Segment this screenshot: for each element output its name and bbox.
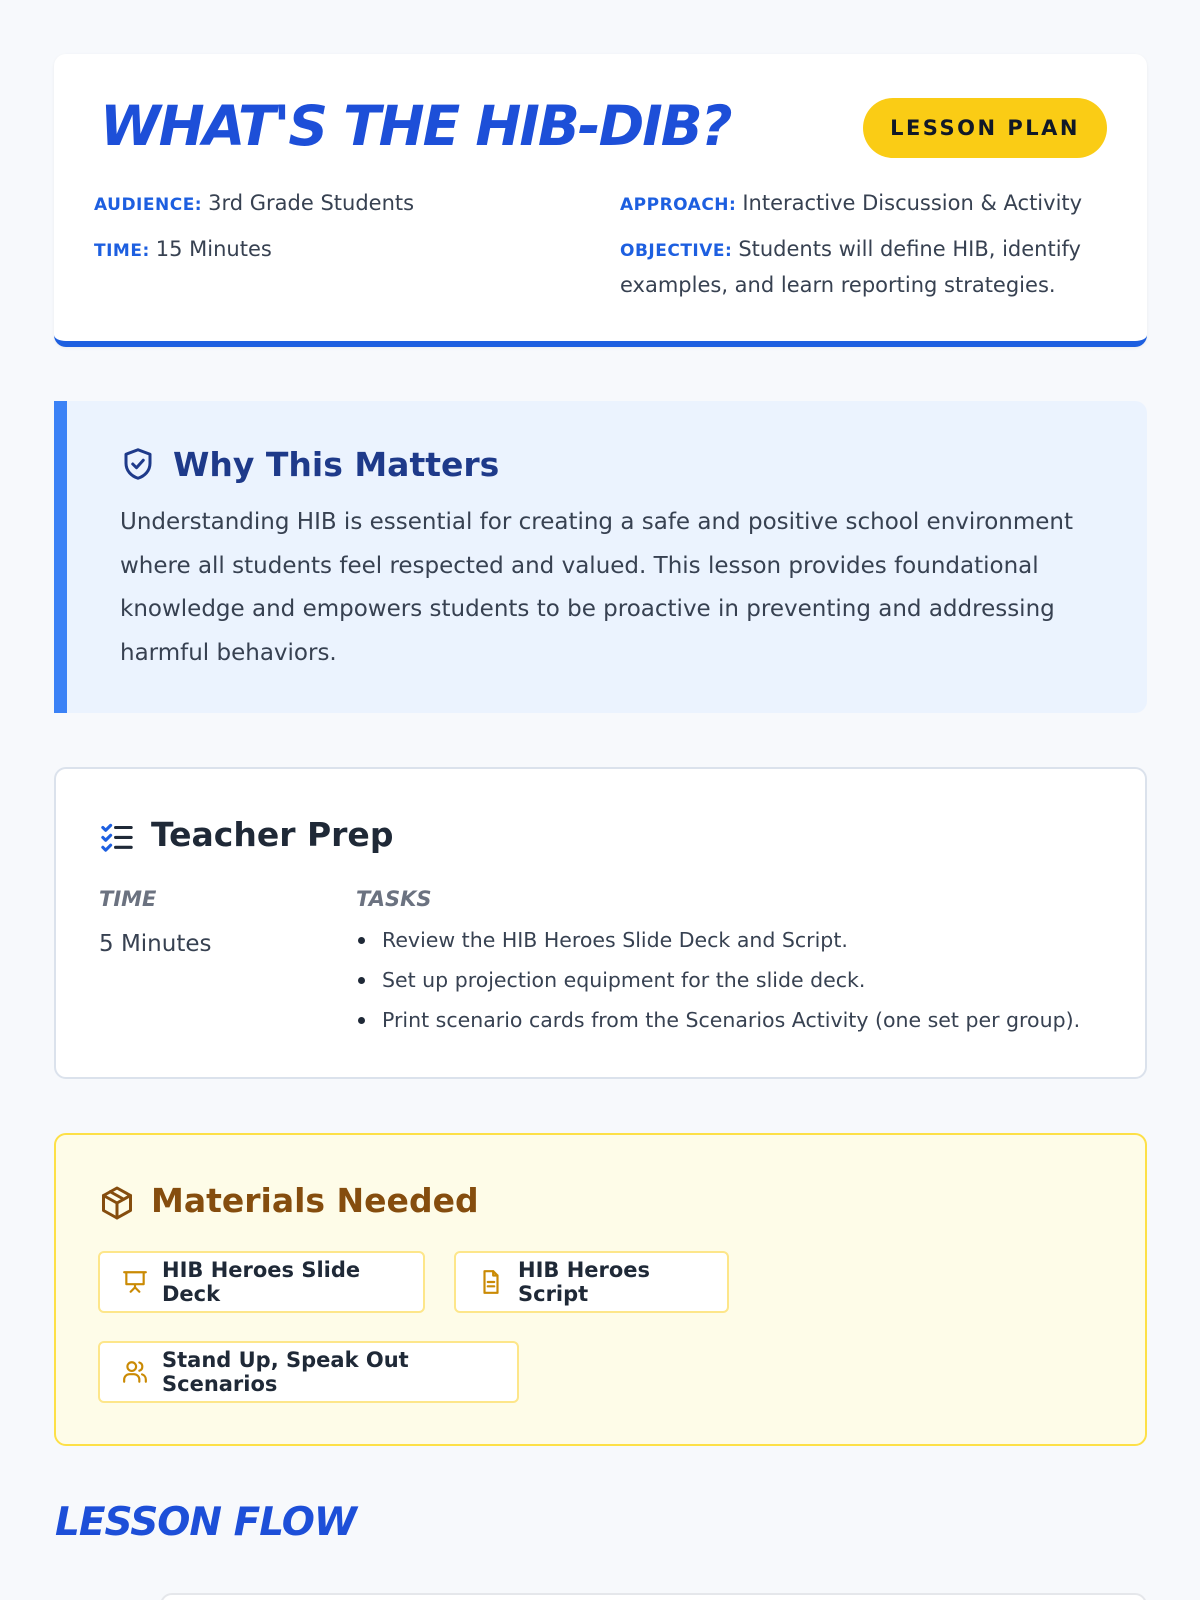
lesson-header-card — [54, 54, 1147, 347]
users-icon — [122, 1359, 148, 1385]
shield-check-icon — [120, 445, 156, 483]
prep-heading: Teacher Prep — [151, 815, 394, 854]
meta-objective — [620, 232, 1100, 302]
prep-time-value: 5 Minutes — [99, 931, 212, 957]
package-icon — [99, 1184, 135, 1222]
material-label: Stand Up, Speak Out Scenarios — [162, 1348, 409, 1396]
meta-time — [94, 232, 272, 268]
meta-time-value: 15 Minutes — [155, 237, 272, 261]
lesson-flow-card — [160, 1593, 1147, 1600]
meta-audience-value: 3rd Grade Students — [208, 191, 415, 215]
why-this-matters-section — [54, 401, 1147, 713]
material-label: HIB Heroes Script — [518, 1258, 651, 1306]
material-scenarios-link[interactable] — [98, 1341, 519, 1403]
prep-task-list — [356, 920, 1080, 1040]
checklist-icon — [99, 819, 135, 853]
lesson-title: WHAT'S THE HIB-DIB? — [100, 94, 731, 158]
meta-time-label: TIME: — [94, 241, 150, 261]
materials-needed-section — [54, 1133, 1147, 1446]
meta-objective-label: OBJECTIVE: — [620, 241, 733, 261]
material-slide-deck-link[interactable] — [98, 1251, 425, 1313]
presentation-icon — [122, 1269, 148, 1295]
list-item: Set up projection equipment for the slide deck. — [356, 960, 1080, 1000]
teacher-prep-section — [54, 767, 1147, 1079]
document-icon — [478, 1269, 504, 1295]
meta-approach — [620, 186, 1082, 222]
list-item: Review the HIB Heroes Slide Deck and Script. — [356, 920, 1080, 960]
meta-objective-value: Students will define HIB, identify examples, and learn reporting strategies. — [620, 237, 1081, 297]
why-body: Understanding HIB is essential for creating a safe and positive school environment where all students feel respected and valued. This lesson provides foundational knowledge and empowers students to be proactive in preventing and addressing harmful behaviors. — [120, 509, 1074, 666]
why-heading: Why This Matters — [173, 445, 500, 484]
lesson-flow-heading: LESSON FLOW — [55, 1500, 356, 1545]
prep-time-label: TIME — [99, 887, 157, 911]
prep-tasks-label: TASKS — [356, 887, 432, 911]
meta-approach-label: APPROACH: — [620, 195, 737, 215]
lesson-plan-badge: LESSON PLAN — [863, 98, 1107, 158]
meta-approach-value: Interactive Discussion & Activity — [742, 191, 1083, 215]
materials-heading: Materials Needed — [151, 1181, 479, 1220]
meta-audience-label: AUDIENCE: — [94, 195, 203, 215]
meta-audience — [94, 186, 414, 222]
material-script-link[interactable] — [454, 1251, 729, 1313]
material-label: HIB Heroes Slide Deck — [162, 1258, 361, 1306]
list-item: Print scenario cards from the Scenarios Activity (one set per group). — [356, 1000, 1080, 1040]
